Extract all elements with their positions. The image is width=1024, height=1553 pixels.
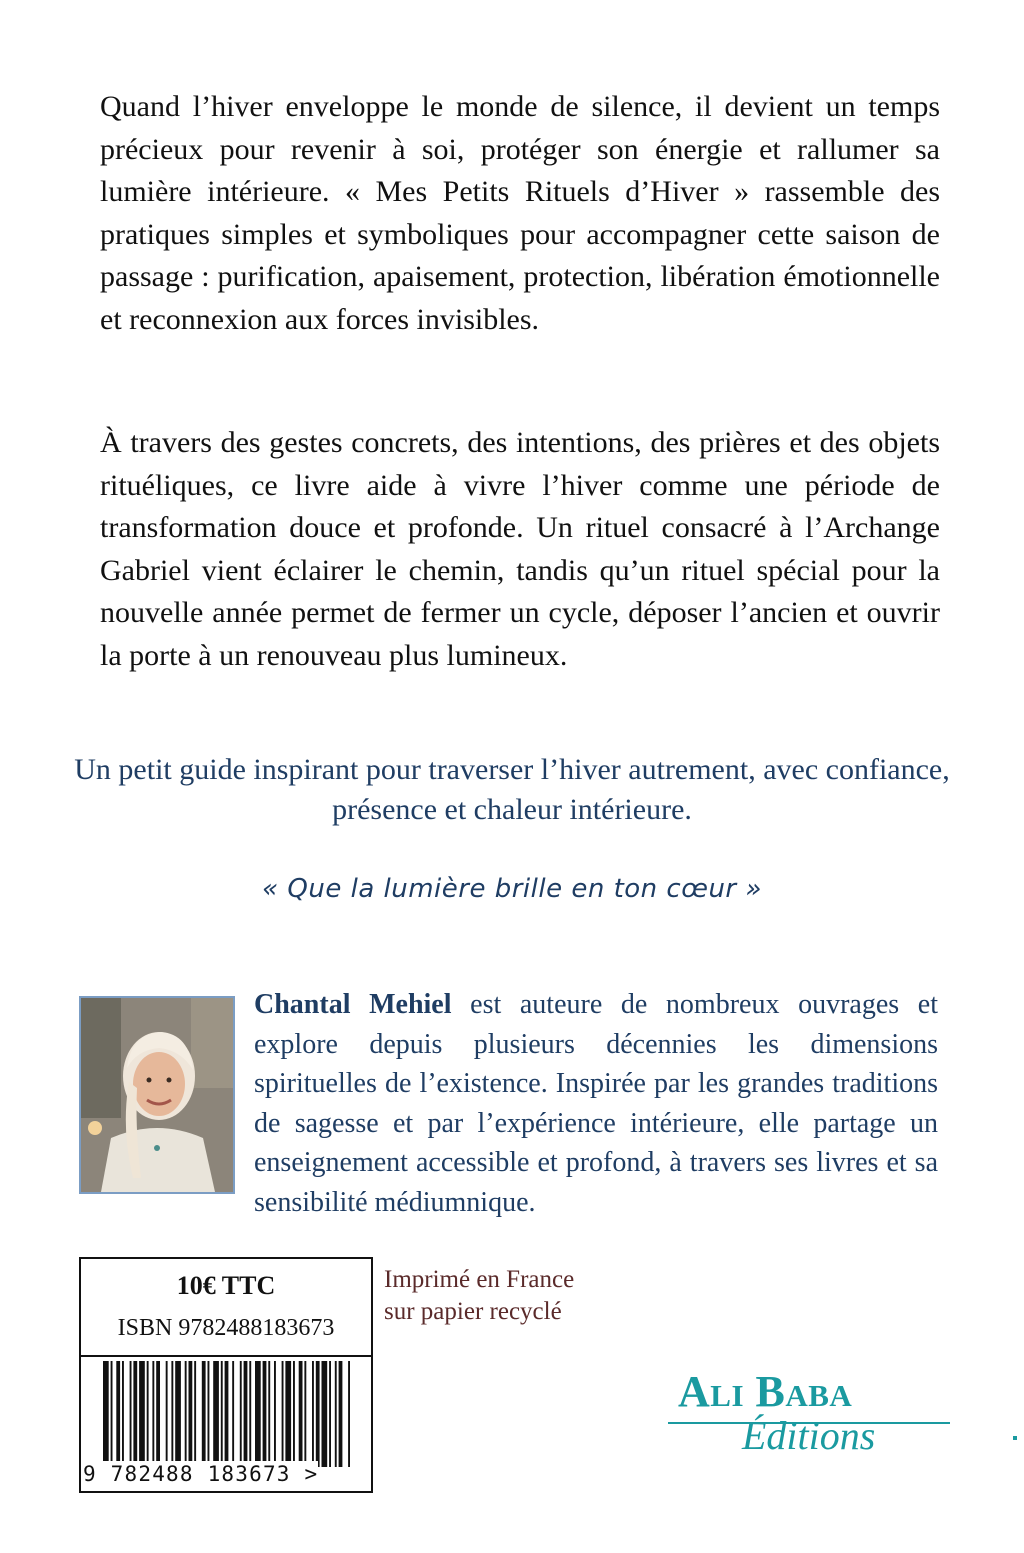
publisher-name: Ali Baba [678,1367,853,1416]
author-name: Chantal Mehiel [254,989,452,1020]
author-bio [254,985,938,1222]
isbn: ISBN 9782488183673 [117,1315,335,1341]
price-isbn-box [79,1257,373,1493]
description-paragraph-1: Quand l’hiver enveloppe le monde de silence, il devient un temps précieux pour revenir à soi, protéger son énergie et rallumer sa lumière intérieure. « Mes Petits Rituels d’Hiver » rassemble des pratiques simples et symboliques pour accompagner cette saison de passage : purification, apaisement, protection, libération émotionnelle et reconnexion aux forces invisibles. [100,90,940,336]
barcode [81,1355,371,1495]
corner-mark [1013,1436,1017,1440]
tagline: Un petit guide inspirant pour traverser l’hiver autrement, avec confiance, présence et chaleur intérieure. [74,753,950,826]
publisher-logo [664,1360,954,1460]
publisher-sub: Éditions [742,1413,876,1458]
printed-line-1: Imprimé en France [384,1266,575,1293]
price: 10€ TTC [176,1271,276,1300]
author-bio-text: est auteure de nombreux ouvrages et explore depuis plusieurs décennies les dimensions spirituelles de l’existence. Inspirée par les grandes traditions de sagesse et par l’expérience intérieure, elle partage un enseignement accessible et profond, à travers ses livres et sa sensibilité médiumnique. [254,989,938,1218]
quote: « Que la lumière brille en ton cœur » [262,874,762,904]
description-paragraph-2: À travers des gestes concrets, des intentions, des prières et des objets rituéliques, ce livre aide à vivre l’hiver comme une période de transformation douce et profonde. Un rituel consacré à l’Archange Gabriel vient éclairer le chemin, tandis qu’un rituel spécial pour la nouvelle année permet de fermer un cycle, déposer l’ancien et ouvrir la porte à un renouveau plus lumineux. [100,426,940,672]
author-photo [79,996,235,1194]
barcode-digits: 9 782488 183673 > [83,1462,319,1486]
printed-note [384,1264,574,1328]
printed-line-2: sur papier recyclé [384,1298,562,1325]
